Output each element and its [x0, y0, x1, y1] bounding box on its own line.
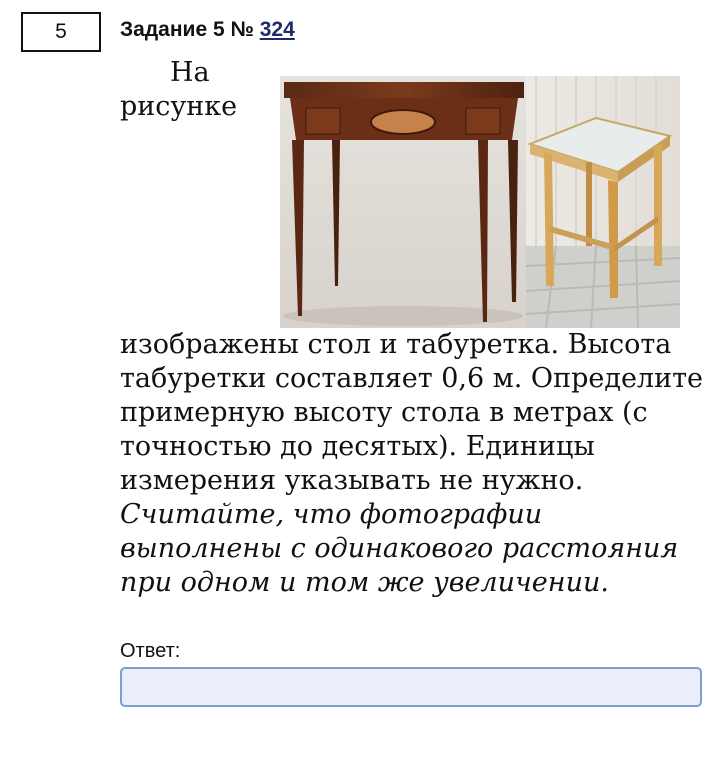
task-id-link[interactable]: 324 [259, 18, 295, 41]
task-title-prefix: Задание 5 № [120, 18, 260, 41]
task-body [120, 56, 710, 600]
task-title [120, 18, 295, 42]
task-note-italic: Считайте, что фотографии выполнены с одинакового расстояния при одном и том же увеличении. [120, 499, 679, 598]
table-photo [280, 76, 526, 328]
task-number-box [21, 12, 101, 52]
answer-label: Ответ: [120, 640, 181, 662]
answer-input[interactable] [120, 667, 702, 707]
task-figure [280, 76, 680, 328]
task-text: На рисунке изображены стол и табуретка. Высота табуретки составляет 0,6 м. Определите примерную высоту стола в метрах (с точностью до десятых). Единицы измерения указывать не нужно. [120, 57, 703, 496]
stool-photo [526, 76, 680, 328]
task-number: 5 [55, 20, 67, 43]
